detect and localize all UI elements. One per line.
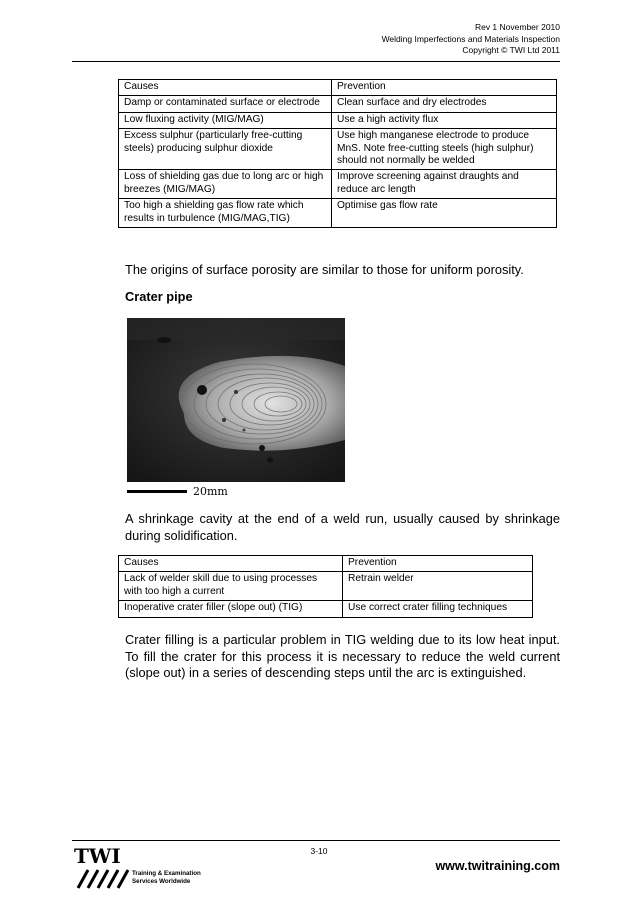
table-cell-cause: Too high a shielding gas flow rate which results in turbulence (MIG/MAG,TIG) bbox=[119, 199, 332, 228]
table-row bbox=[119, 112, 557, 128]
table-row bbox=[119, 129, 557, 170]
table-row bbox=[119, 601, 533, 617]
website-link[interactable]: www.twitraining.com bbox=[435, 859, 560, 873]
table-cell-cause: Damp or contaminated surface or electrode bbox=[119, 96, 332, 112]
crater-filling-paragraph: Crater filling is a particular problem in TIG welding due to its low heat input. To fill the crater for this process it is necessary to reduce the weld current (slope out) in a series of descending steps until the arc is extinguished. bbox=[125, 632, 560, 680]
table-cell-prevention: Use a high activity flux bbox=[332, 112, 557, 128]
table-row bbox=[119, 170, 557, 199]
shrinkage-paragraph: A shrinkage cavity at the end of a weld run, usually caused by shrinkage during solidification. bbox=[125, 511, 560, 543]
table-header-cell: Causes bbox=[119, 80, 332, 96]
logo-tagline-line1: Training & Examination bbox=[132, 870, 201, 877]
table-cell-cause: Loss of shielding gas due to long arc or high breezes (MIG/MAG) bbox=[119, 170, 332, 199]
table-cell-cause: Low fluxing activity (MIG/MAG) bbox=[119, 112, 332, 128]
header-copyright: Copyright © TWI Ltd 2011 bbox=[462, 45, 560, 55]
table-cell-prevention: Improve screening against draughts and reduce arc length bbox=[332, 170, 557, 199]
table-header-cell: Causes bbox=[119, 556, 343, 572]
header-title: Welding Imperfections and Materials Inspection bbox=[381, 33, 560, 44]
page-header bbox=[382, 22, 560, 57]
porosity-causes-table bbox=[118, 79, 557, 228]
footer-rule bbox=[72, 840, 560, 841]
table-header-row bbox=[119, 80, 557, 96]
weld-crater-image bbox=[124, 318, 345, 496]
table-header-cell: Prevention bbox=[332, 80, 557, 96]
table-cell-cause: Inoperative crater filler (slope out) (TIG) bbox=[119, 601, 343, 617]
table-cell-cause: Lack of welder skill due to using processes with too high a current bbox=[119, 572, 343, 601]
table-cell-prevention: Clean surface and dry electrodes bbox=[332, 96, 557, 112]
page-number: 3-10 bbox=[310, 846, 328, 856]
twi-logo-icon bbox=[74, 846, 132, 890]
table-cell-prevention: Use high manganese electrode to produce MnS. Note free-cutting steels (high sulphur) should not normally be welded bbox=[332, 129, 557, 170]
table-header-cell: Prevention bbox=[343, 556, 533, 572]
twi-logo bbox=[74, 846, 214, 890]
header-revision: Rev 1 November 2010 bbox=[474, 22, 560, 32]
table-header-row bbox=[119, 556, 533, 572]
table-cell-prevention: Use correct crater filling techniques bbox=[343, 601, 533, 617]
table-cell-cause: Excess sulphur (particularly free-cutting steels) producing sulphur dioxide bbox=[119, 129, 332, 170]
table-row bbox=[119, 572, 533, 601]
crater-causes-table bbox=[118, 555, 533, 618]
header-rule bbox=[72, 61, 560, 62]
table-cell-prevention: Optimise gas flow rate bbox=[332, 199, 557, 228]
table-row bbox=[119, 199, 557, 228]
table-cell-prevention: Retrain welder bbox=[343, 572, 533, 601]
crater-pipe-heading: Crater pipe bbox=[125, 289, 193, 304]
surface-porosity-paragraph: The origins of surface porosity are similar to those for uniform porosity. bbox=[125, 262, 524, 277]
scale-bar-label: 20mm bbox=[193, 485, 228, 498]
logo-tagline-line2: Services Worldwide bbox=[132, 877, 191, 885]
crater-pipe-photo bbox=[124, 318, 345, 496]
table-row bbox=[119, 96, 557, 112]
logo-letters: TWI bbox=[74, 846, 121, 868]
logo-tagline bbox=[132, 870, 201, 885]
